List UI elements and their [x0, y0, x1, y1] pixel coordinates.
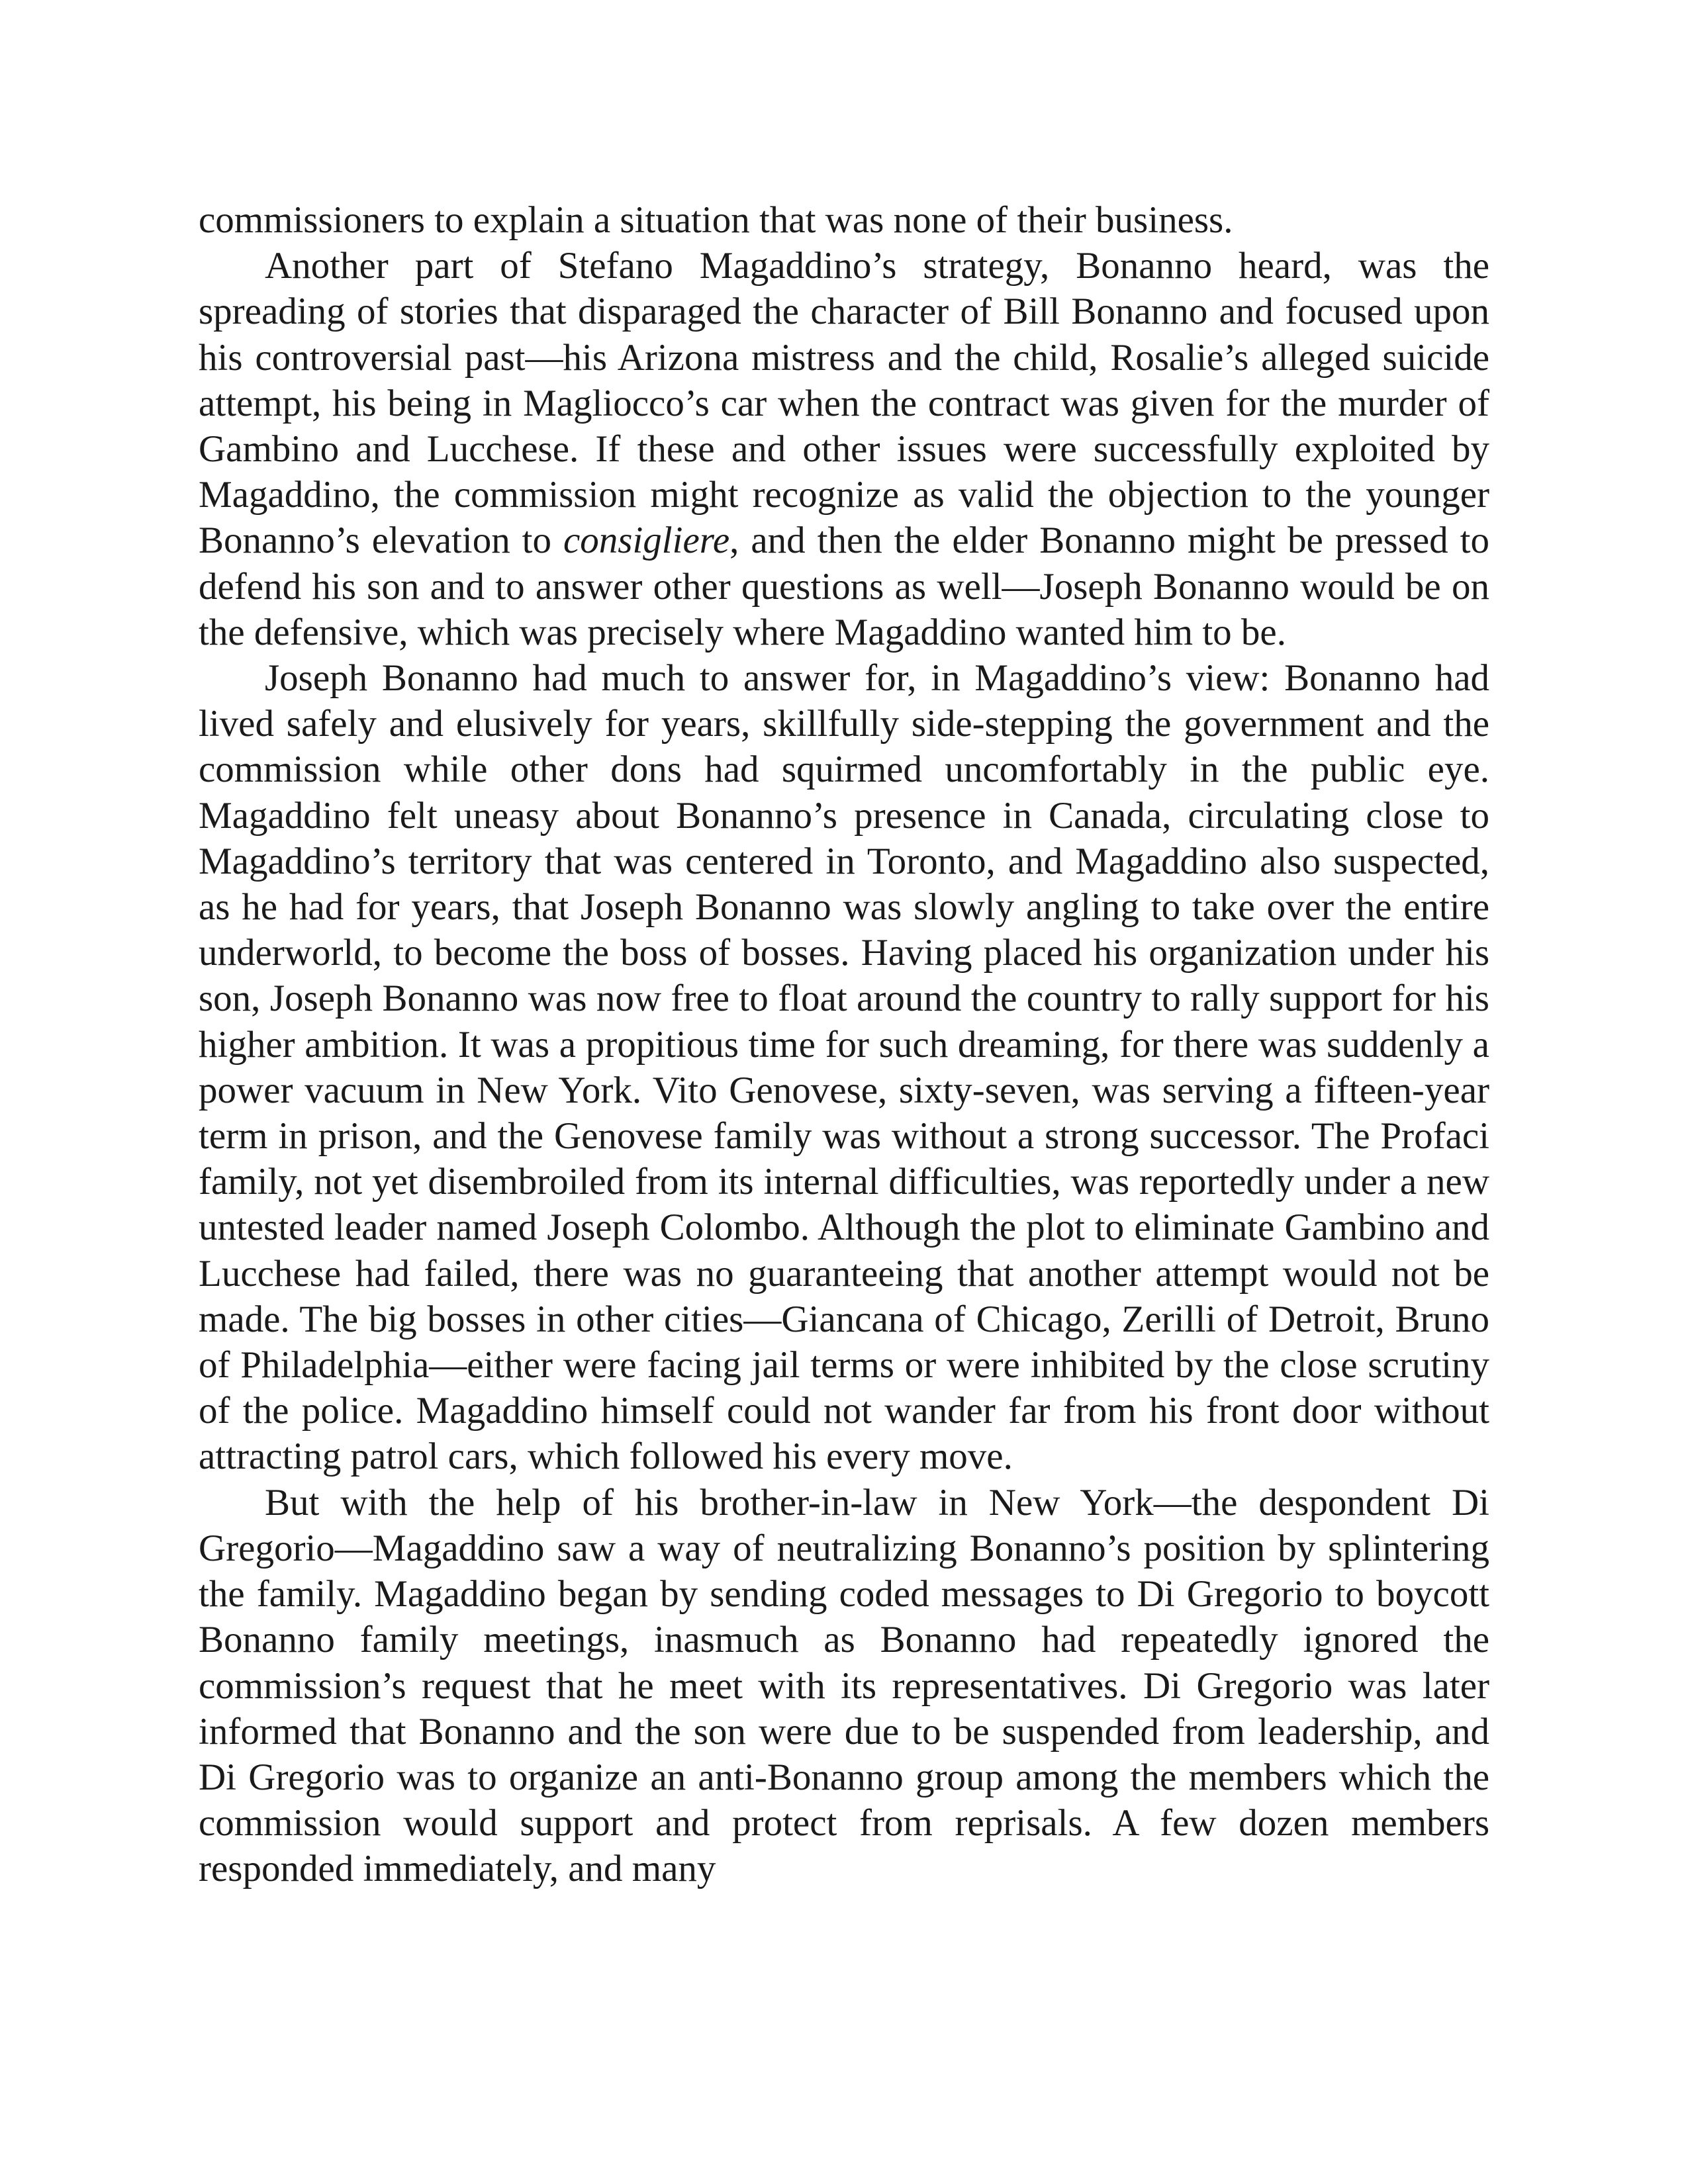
paragraph-text: Another part of Stefano Magaddino’s strategy, Bonanno heard, was the spreading of stories that disparaged the character of Bill Bonanno and focused upon his controversial past—his Arizona mistress and the child, Rosalie’s alleged suicide attempt, his being in Magliocco’s car when the contract was given for the murder of Gambino and Lucchese. If these and other issues were successfully exploited by Magaddino, the commission might recognize as valid the objection to the younger Bonanno’s elevation to — [199, 245, 1489, 562]
paragraph-di-gregorio — [199, 1480, 1489, 1892]
paragraph-text: Joseph Bonanno had much to answer for, in Magaddino’s view: Bonanno had lived safely and elusively for years, skillfully side-stepping the government and the commission while other dons had squirmed uncomfortably in the public eye. Magaddino felt uneasy about Bonanno’s presence in Canada, circulating close to Magaddino’s territory that was centered in Toronto, and Magaddino also suspected, as he had for years, that Joseph Bonanno was slowly angling to take over the entire underworld, to become the boss of bosses. Having placed his organization under his son, Joseph Bonanno was now free to float around the country to rally support for his higher ambition. It was a propitious time for such dreaming, for there was suddenly a power vacuum in New York. Vito Genovese, sixty-seven, was serving a fifteen-year term in prison, and the Genovese family was without a strong successor. The Profaci family, not yet disembroiled from its internal difficulties, was reportedly under a new untested leader named Joseph Colombo. Although the plot to eliminate Gambino and Lucchese had failed, there was no guaranteeing that another attempt would not be made. The big bosses in other cities—Giancana of Chicago, Zerilli of Detroit, Bruno of Philadelphia—either were facing jail terms or were inhibited by the close scrutiny of the police. Magaddino himself could not wander far from his front door without attracting patrol cars, which followed his every move. — [199, 657, 1489, 1478]
paragraph-text: , and then the elder Bonanno might be pressed to defend his son and to answer other questions as well—Joseph Bonanno would be on the defensive, which was precisely where Magaddino wanted him to be. — [199, 520, 1489, 653]
paragraph-magaddino-strategy — [199, 243, 1489, 655]
paragraph-continuation — [199, 197, 1489, 243]
paragraph-bonanno-answer — [199, 655, 1489, 1480]
italic-term-consigliere: consigliere — [563, 520, 730, 562]
page-body — [199, 197, 1489, 1892]
paragraph-text: But with the help of his brother-in-law in New York—the despondent Di Gregorio—Magaddino saw a way of neutralizing Bonanno’s position by splintering the family. Magaddino began by sending coded messages to Di Gregorio to boycott Bonanno family meetings, inasmuch as Bonanno had repeatedly ignored the commission’s request that he meet with its representatives. Di Gregorio was later informed that Bonanno and the son were due to be suspended from leadership, and Di Gregorio was to organize an anti-Bonanno group among the members which the commission would support and protect from reprisals. A few dozen members responded immediately, and many — [199, 1481, 1489, 1890]
paragraph-text: commissioners to explain a situation that was none of their business. — [199, 199, 1233, 241]
